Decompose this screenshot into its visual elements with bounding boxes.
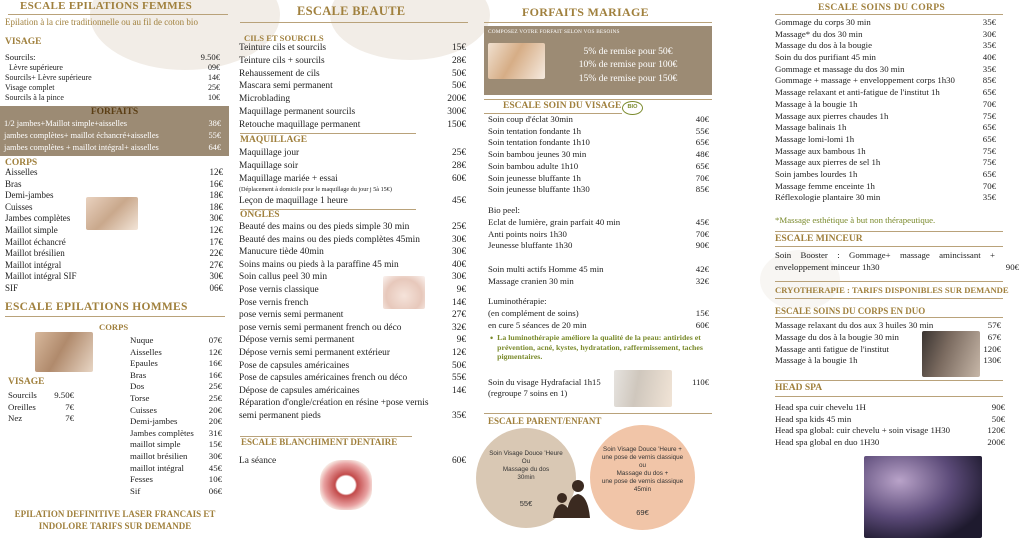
price-row: (en complément de soins) 15€: [488, 308, 709, 318]
divider: [240, 22, 468, 23]
price: 69€: [636, 508, 649, 517]
price-row: Retouche maquillage permanent 150€: [239, 119, 466, 130]
price-row: Maquillage jour 25€: [239, 148, 466, 158]
forfaits-band: [0, 106, 229, 156]
forfait-row: jambes complètes + maillot intégral+ aisselles 64€: [4, 143, 221, 152]
mother-child-icon: [548, 478, 596, 520]
price-row: Soin jeunesse bluffante 1h 70€: [488, 172, 709, 183]
parent-offer-right: Soin Visage Douce 'Heure + une pose de vernis classique ou Massage du dos + une pose de vernis classique 45min 69€: [590, 425, 695, 530]
epil-femmes-corps-list: [5, 167, 223, 295]
price-row: Réflexologie plantaire 30 min 35€: [775, 192, 996, 203]
beaute-title: ESCALE BEAUTE: [297, 4, 406, 18]
price-row: Maillot échancré 17€: [5, 236, 223, 247]
price-row: Sourcils+ Lèvre supérieure 14€: [5, 73, 220, 82]
facial-photo: [614, 370, 672, 407]
price-row: Cuisses 20€: [130, 404, 222, 415]
price-row: Nez 7€: [8, 413, 74, 423]
price-row: Visage complet 25€: [5, 83, 220, 92]
price-row: Massage relaxant du dos aux 3 huiles 30 min 57€: [775, 320, 1001, 330]
divider: [775, 281, 1003, 282]
price-row: Soin jeunesse bluffante 1h30 85€: [488, 184, 709, 195]
cils-list: [239, 42, 466, 132]
hommes-visage-label: VISAGE: [8, 377, 45, 387]
corps-title: ESCALE SOINS DU CORPS: [818, 2, 946, 13]
price-row: Dépose vernis semi permanent extérieur 12€: [239, 347, 466, 358]
biopeel-list: [488, 217, 709, 252]
price-row: maillot intégral 45€: [130, 462, 222, 473]
biopeel-label: Bio peel:: [488, 205, 521, 215]
price-row: Massage à la bougie 1h 70€: [775, 98, 996, 109]
price-row: Sourcils: 9.50€: [5, 52, 220, 62]
duo-title: ESCALE SOINS DU CORPS EN DUO: [775, 306, 926, 316]
divider: [484, 99, 712, 100]
price-row: Nuque 07€: [130, 335, 222, 345]
price-row: Jambes complètes 30€: [5, 213, 223, 224]
divider: [240, 133, 416, 134]
minceur-row: Soin Booster : Gommage+ massage amincissant + enveloppement minceur 1h30 90€: [775, 250, 1019, 272]
price-row: Massage aux pierres chaudes 1h 75€: [775, 110, 996, 121]
price-row: Jeunesse bluffante 1h30 90€: [488, 240, 709, 251]
epil-hommes-corps-list: [130, 335, 222, 497]
price-row: Soin du dos purifiant 45 min 40€: [775, 52, 996, 63]
mariage-title: FORFAITS MARIAGE: [522, 5, 649, 19]
price-row: Fesses 10€: [130, 474, 222, 485]
price-row: Anti points noirs 1h30 70€: [488, 228, 709, 239]
parent-title: ESCALE PARENT/ENFANT: [488, 416, 602, 426]
price-row: Lèvre supérieure 09€: [9, 63, 220, 72]
price-row: Soin tentation fondante 1h 55€: [488, 125, 709, 136]
corps-label: CORPS: [5, 158, 38, 168]
price-row: Dos 25€: [130, 381, 222, 392]
price-row: Massage relaxant et anti-fatigue de l'institut 1h 65€: [775, 87, 996, 98]
price-row: Soin multi actifs Homme 45 min 42€: [488, 264, 709, 274]
price-row: Massage lomi-lomi 1h 65€: [775, 133, 996, 144]
epil-femmes-title: ESCALE EPILATIONS FEMMES: [20, 0, 193, 12]
headspa-photo: [864, 456, 982, 538]
forfait-row: jambes complètes+ maillot échancré+aisselles 55€: [4, 131, 221, 140]
price-row: Manucure tiède 40min 30€: [239, 247, 466, 258]
price-row: Maillot simple 12€: [5, 224, 223, 235]
price-row: Head spa cuir chevelu 1H 90€: [775, 402, 1005, 412]
price-row: maillot brésilien 30€: [130, 450, 222, 461]
price-row: Massage femme enceinte 1h 70€: [775, 180, 996, 191]
price-row: Massage cranien 30 min 32€: [488, 276, 709, 286]
compose-text: COMPOSEZ VOTRE FORFAIT SELON VOS BESOINS: [488, 29, 620, 35]
forfait-row: 1/2 jambes+Maillot simple+aisselles 38€: [4, 119, 221, 128]
corps-note: *Massage esthétique à but non thérapeutique.: [775, 215, 936, 225]
hydrafacial-row: Soin du visage Hydrafacial 1h15 (regroupe 7 soins en 1) 110€: [488, 377, 709, 398]
ongles-list: [239, 221, 466, 423]
divider: [775, 298, 1003, 299]
corps-soins-list: [775, 17, 996, 204]
bullet-icon: •: [490, 333, 494, 343]
divider: [5, 316, 225, 317]
mariage-band: [484, 26, 712, 95]
visage-soins-list: [488, 114, 709, 196]
price-row: Maillot intégral 27€: [5, 259, 223, 270]
price-row: Maillot intégral SIF 30€: [5, 271, 223, 282]
price-row: Sourcils à la pince 10€: [5, 93, 220, 102]
epil-femmes-subtitle: Epilation à la cire traditionnelle ou au fil de coton bio: [5, 17, 198, 27]
price-row: Maquillage mariée + essai 60€: [239, 173, 466, 184]
price-row: Aisselles 12€: [5, 167, 223, 177]
price-row: Leçon de maquillage 1 heure 45€: [239, 196, 466, 207]
bride-photo: [488, 43, 545, 79]
price-row: Beauté des mains ou des pieds simple 30 min 25€: [239, 222, 466, 232]
price-row: Cuisses 18€: [5, 201, 223, 212]
price-row: pose vernis semi permanent 27€: [239, 310, 466, 321]
divider: [775, 231, 1003, 232]
divider: [775, 317, 1003, 318]
price-row: Head spa kids 45 min 50€: [775, 413, 1005, 424]
maquillage-label: MAQUILLAGE: [240, 135, 308, 145]
lumi-note: • La luminothérapie améliore la qualité de la peau: antirides et prévention, acné, kystes, hydratation, raffermissement, taches pigmentaires.: [490, 333, 703, 361]
price-row: Dépose vernis semi permanent 9€: [239, 335, 466, 346]
visage-autres-list: [488, 263, 709, 287]
ongles-label: ONGLES: [240, 210, 280, 220]
price-row: Massage du dos à la bougie 30 min 67€: [775, 331, 1001, 342]
divider: [775, 396, 1003, 397]
lumi-list: [488, 308, 709, 331]
forfaits-label: FORFAITS: [90, 107, 139, 117]
price-row: Gommage et massage du dos 30 min 35€: [775, 63, 996, 74]
price-row: Pose de capsules américaines french ou déco 55€: [239, 373, 466, 384]
price-row: Massage à la bougie 1h 130€: [775, 355, 1001, 366]
price-row: Maquillage permanent sourcils 300€: [239, 106, 466, 117]
price-row: Mascara semi permanent 50€: [239, 81, 466, 92]
price-row: Torse 25€: [130, 392, 222, 403]
price-row: Soins mains ou pieds à la paraffine 45 min 40€: [239, 259, 466, 270]
price-row: Gommage + massage + enveloppement corps 1h30 85€: [775, 75, 996, 86]
duo-massage-photo: [922, 331, 980, 377]
bio-badge-icon: BIO: [622, 101, 643, 115]
price-row: Aisselles 12€: [130, 346, 222, 357]
divider: [775, 380, 1003, 381]
price-row: Head spa global en duo 1H30 200€: [775, 436, 1005, 447]
maquillage-note: (Déplacement à domicile pour le maquillage du jour j 5à 15€): [239, 186, 392, 194]
epil-hommes-visage-list: [8, 390, 74, 425]
price-row: Soin coup d'éclat 30min 40€: [488, 114, 709, 124]
price-row: Soin bambou jeunes 30 min 48€: [488, 149, 709, 160]
laser-notice: EPILATION DEFINITIVE LASER FRANCAIS ET INDOLORE TARIFS SUR DEMANDE: [14, 509, 216, 531]
divider: [775, 14, 1003, 15]
price-row: Oreilles 7€: [8, 401, 74, 412]
price-row: maillot simple 15€: [130, 439, 222, 450]
price-row: Massage du dos à la bougie 35€: [775, 40, 996, 51]
divider: [484, 22, 712, 23]
price-row: Microblading 200€: [239, 94, 466, 105]
price-row: Head spa global: cuir chevelu + soin visage 1H30 120€: [775, 425, 1005, 436]
price-row: Dépose de capsules américaines 14€: [239, 385, 466, 396]
parent-offer-left: Soin Visage Douce 'Heure Ou Massage du dos 30min 55€: [476, 428, 576, 528]
price-row: Sourcils 9.50€: [8, 390, 74, 400]
visage-title: ESCALE SOIN DU VISAGE: [503, 101, 622, 111]
hands-photo: [383, 276, 425, 309]
price-row: Massage aux bambous 1h 75€: [775, 145, 996, 156]
price-row: Pose de capsules américaines 50€: [239, 360, 466, 371]
maquillage-list: [239, 147, 466, 208]
price-row: Jambes complètes 31€: [130, 427, 222, 438]
price-row: Maillot brésilien 22€: [5, 248, 223, 259]
price-row: Gommage du corps 30 min 35€: [775, 17, 996, 27]
minceur-title: ESCALE MINCEUR: [775, 233, 863, 244]
dentaire-label: ESCALE BLANCHIMENT DENTAIRE: [241, 437, 398, 447]
price-row: Demi-jambes 18€: [5, 190, 223, 201]
remise-line: 10% de remise pour 100€: [578, 59, 678, 71]
price-row: Réparation d'ongle/création en résine +pose vernis semi permanent pieds 35€: [239, 398, 466, 421]
price-row: Rehaussement de cils 50€: [239, 68, 466, 79]
price-row: Beauté des mains ou des pieds complètes 45min 30€: [239, 234, 466, 245]
price-row: Eclat de lumière, grain parfait 40 min 45€: [488, 217, 709, 227]
price-row: Pose vernis french 14€: [239, 297, 466, 308]
cils-label: CILS ET SOURCILS: [244, 33, 324, 43]
price-row: Bras 16€: [5, 178, 223, 189]
price-row: Epaules 16€: [130, 358, 222, 369]
price-row: en cure 5 séances de 20 min 60€: [488, 319, 709, 330]
price-row: Soin bambou adulte 1h10 65€: [488, 160, 709, 171]
price-row: La séance 60€: [239, 456, 466, 466]
hommes-corps-label: CORPS: [99, 322, 129, 332]
price-row: pose vernis semi permanent french ou déco 32€: [239, 322, 466, 333]
price-row: Massage aux pierres de sel 1h 75€: [775, 157, 996, 168]
epil-femmes-visage-list: [5, 52, 220, 103]
price-row: Soin tentation fondante 1h10 65€: [488, 137, 709, 148]
price-row: Soin callus peel 30 min 30€: [239, 272, 466, 283]
remise-line: 15% de remise pour 150€: [578, 72, 678, 84]
price: 55€: [519, 499, 533, 508]
divider: [484, 413, 712, 414]
smile-photo: [320, 460, 372, 510]
price-row: Teinture cils et sourcils 15€: [239, 43, 466, 53]
price-row: Sif 06€: [130, 485, 222, 496]
price-row: Massage balinais 1h 65€: [775, 122, 996, 133]
headspa-list: [775, 402, 1005, 448]
price-row: Soin jambes lourdes 1h 65€: [775, 168, 996, 179]
price-row: Bras 16€: [130, 369, 222, 380]
epil-hommes-title: ESCALE EPILATIONS HOMMES: [5, 301, 188, 313]
divider: [8, 14, 228, 15]
price-row: Demi-jambes 20€: [130, 416, 222, 427]
divider: [775, 246, 1003, 247]
lumi-label: Luminothérapie:: [488, 296, 547, 306]
price-row: Pose vernis classique 9€: [239, 284, 466, 295]
visage-label: VISAGE: [5, 37, 42, 47]
price-row: Teinture cils + sourcils 28€: [239, 55, 466, 66]
price-row: Maquillage soir 28€: [239, 160, 466, 171]
man-back-photo: [35, 332, 93, 372]
price-row: SIF 06€: [5, 282, 223, 293]
price-row: Massage anti fatigue de l'institut 120€: [775, 343, 1001, 354]
remise-line: 5% de remise pour 50€: [583, 46, 673, 57]
cryo-notice: CRYOTHERAPIE : TARIFS DISPONIBLES SUR DEMANDE: [775, 285, 1009, 295]
price-row: Massage* du dos 30 min 30€: [775, 28, 996, 39]
headspa-title: HEAD SPA: [775, 383, 823, 393]
legs-waxing-photo: [86, 197, 138, 230]
